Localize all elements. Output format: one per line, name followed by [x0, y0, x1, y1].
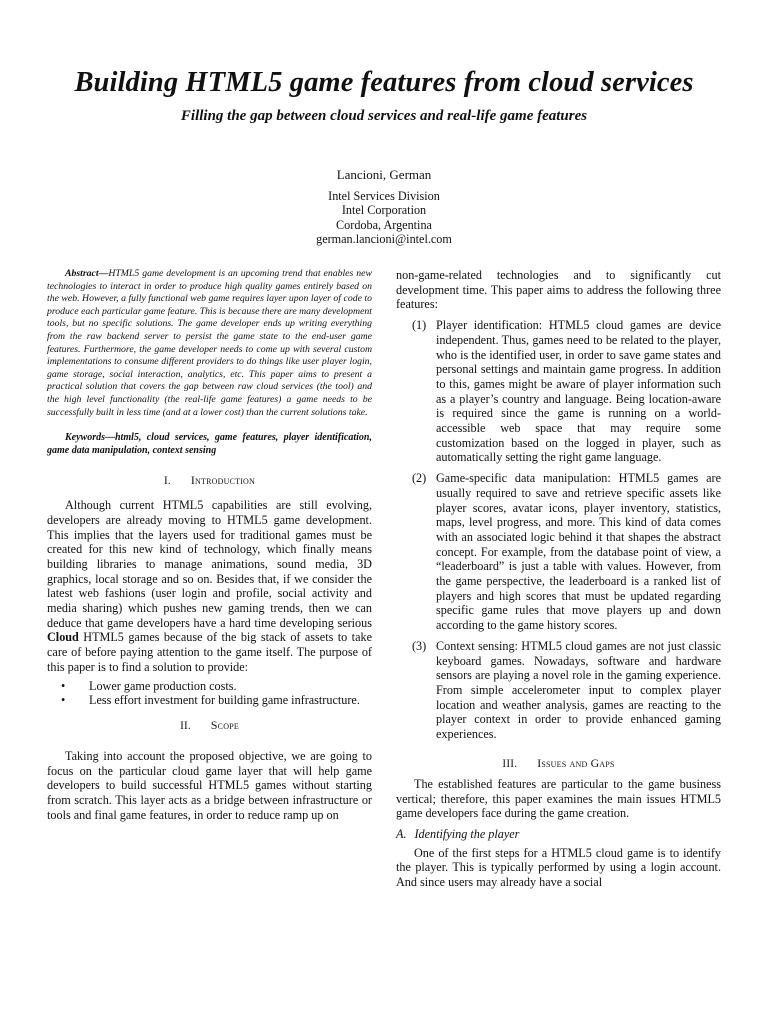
abstract-text: HTML5 game development is an upcoming trend that enables new technologies to interact in order to produce high quality games entirely based on the web. However, a fully functional web game requires layer upon layer of code to produce each particular game feature. This is because there are many development tools, but no specific solutions. The game developer ends up writing everything from the raw backend server to persist the game state to the end-user game features. Furthermore, the game developer needs to come up with several custom implementations to consume different providers to do things like user player login, game storage, social interaction, analytics, etc. This paper aims to present a practical solution that covers the gap between raw cloud services (the tool) and the high level functionality (the real-life game features) a game needs to be successfully built in less time (and at a lower cost) than the current solutions take.	[47, 268, 372, 418]
list-item	[396, 471, 721, 633]
paper-title: Building HTML5 game features from cloud services	[74, 67, 694, 98]
issues-paragraph: The established features are particular to the game business vertical; therefore, this paper examines the main issues HTML5 game developers face during the game creation.	[396, 776, 721, 821]
intro-text-1: Although current HTML5 capabilities are still evolving, developers are already moving to HTML5 game development. This implies that the layers used for traditional games must be created for this new kind of technology, which finally means building libraries to manage animations, sound media, 3D graphics, local storage and so on. Besides that, if we consider the latest web fashions (user login and profile, social activity and media sharing) which pushes new gaming trends, then we can deduce that game developers have a hard time developing serious	[47, 498, 372, 630]
list-item	[396, 639, 721, 742]
section-title: Introduction	[190, 473, 256, 488]
affiliation-line: Intel Corporation	[341, 203, 427, 217]
affiliation-line: Intel Services Division	[328, 188, 440, 203]
list-marker: (1)	[412, 318, 427, 333]
subsection-heading	[396, 827, 721, 842]
scope-paragraph-continued: non-game-related technologies and to significantly cut development time. This paper aims to address the following three features:	[396, 268, 721, 312]
scope-paragraph: Taking into account the proposed objective, we are going to focus on the particular cloud game layer that will help game developers to build successful HTML5 games without starting from scratch. This layer acts as a bridge between infrastructure or tools and final game features, in order to reduce ramp up on	[47, 748, 372, 822]
list-item-text: Player identification: HTML5 cloud games are device independent. Thus, games need to be related to the player, who is the identified user, in order to save game states and personal settings and maintain game progress. In addition to this, games might be aware of player information such as a player’s country and language. Being location-aware is required since the game is running on a world-accessible web space that may require some customization based on the logged in player, such as automatically setting the right game language.	[436, 318, 721, 465]
list-marker: (3)	[412, 638, 427, 653]
section-number: III.	[502, 757, 518, 770]
section-number: II.	[180, 719, 191, 732]
intro-paragraph	[47, 498, 372, 674]
list-item-text: Context sensing: HTML5 cloud games are not just classic keyboard games. Nowadays, software and hardware sensors are playing a novel role in the gaming experience. From simple accelerometer input to complex player location and weather analysis, games are reacting to the player context in order to provide enhanced gaming experiences.	[436, 638, 721, 742]
keywords	[47, 431, 372, 457]
list-item	[396, 318, 721, 465]
right-column	[396, 268, 721, 890]
subsection-letter: A.	[396, 826, 407, 841]
author-name: Lancioni, German	[336, 167, 432, 182]
section-number: I.	[163, 475, 171, 488]
paper-subtitle: Filling the gap between cloud services and real-life game features	[180, 108, 588, 124]
bullet-icon: •	[61, 678, 66, 693]
section-heading-scope	[47, 718, 372, 733]
intro-bold-word: Cloud	[47, 630, 79, 645]
intro-text-2: HTML5 games because of the big stack of assets to take care of before paying attention to the game itself. The purpose of this paper is to find a solution to provide:	[47, 630, 372, 674]
author-email: german.lancioni@intel.com	[316, 232, 452, 246]
abstract-label: Abstract—	[65, 268, 109, 279]
left-column	[47, 268, 372, 822]
abstract	[47, 268, 372, 419]
affiliation-line: Cordoba, Argentina	[336, 217, 432, 232]
section-title: Issues and Gaps	[537, 755, 615, 770]
list-item	[47, 693, 372, 708]
list-item-text: Less effort investment for building game infrastructure.	[89, 693, 360, 708]
intro-bullet-list	[47, 679, 372, 708]
list-item-text: Lower game production costs.	[89, 678, 237, 693]
list-item-text: Game-specific data manipulation: HTML5 games are usually required to save and retrieve specific assets like player scores, avatar icons, player inventory, statistics, maps, level progress, and more. This kind of data comes with an associated logic behind it that shapes the abstract concept. For example, from the database point of view, a “leaderboard” is just a table with values. However, from the game perspective, the leaderboard is a ranked list of players and high scores that must be updated regarding specific game rules that move players up and down according to the game history scores.	[436, 471, 721, 633]
list-marker: (2)	[412, 471, 427, 486]
keywords-text: html5, cloud services, game features, player identification, game data manipulation, context sensing	[47, 432, 372, 457]
section-heading-introduction	[47, 473, 372, 488]
section-title: Scope	[210, 717, 239, 732]
bullet-icon: •	[61, 693, 66, 708]
section-heading-issues	[396, 756, 721, 771]
subsection-title: Identifying the player	[414, 826, 520, 841]
list-item	[47, 679, 372, 694]
author-block	[0, 168, 768, 247]
feature-list	[396, 318, 721, 742]
subsection-paragraph: One of the first steps for a HTML5 cloud game is to identify the player. This is typically performed by using a login account. And since users may already have a social	[396, 845, 721, 890]
keywords-label: Keywords—	[65, 432, 115, 444]
